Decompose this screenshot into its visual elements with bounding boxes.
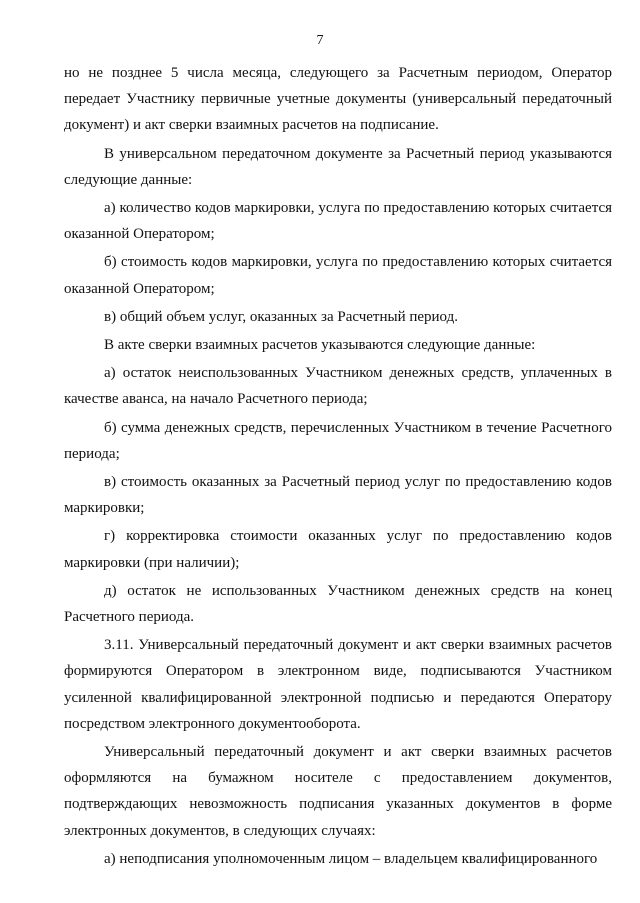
paragraph-clause-3-11: 3.11. Универсальный передаточный документ и акт сверки взаимных расчетов формируются Оператором в электронном виде, подписываются Участником усиленной квалифицированной электронной подписью и передаются Оператору посредством электронного документооборота. (64, 637, 612, 732)
paragraph-act-intro: В акте сверки взаимных расчетов указываются следующие данные: (104, 337, 536, 354)
paragraph-paper-form: Универсальный передаточный документ и акт сверки взаимных расчетов оформляются на бумажном носителе с предоставлением документов, подтверждающих невозможность подписания указанных документов в форме электронных документов, в следующих случаях: (64, 744, 612, 839)
paragraph-act-item-d: г) корректировка стоимости оказанных услуг по предоставлению кодов маркировки (при наличии); (64, 528, 612, 571)
paragraph-upd-item-c: в) общий объем услуг, оказанных за Расчетный период. (104, 308, 459, 325)
page-number: 7 (316, 33, 324, 48)
paragraph-act-item-c: в) стоимость оказанных за Расчетный период услуг по предоставлению кодов маркировки; (64, 474, 612, 517)
paragraph-act-item-b: б) сумма денежных средств, перечисленных Участником в течение Расчетного периода; (64, 419, 612, 462)
document-body (64, 60, 612, 872)
paragraph-act-item-e: д) остаток не использованных Участником денежных средств на конец Расчетного периода. (64, 582, 612, 626)
paragraph-continuation: но не позднее 5 числа месяца, следующего за Расчетным периодом, Оператор передает Участнику первичные учетные документы (универсальный передаточный документ) и акт сверки взаимных расчетов на подписание. (64, 65, 612, 134)
paragraph-case-a: а) неподписания уполномоченным лицом – владельцем квалифицированного (104, 850, 598, 867)
paragraph-upd-item-a: а) количество кодов маркировки, услуга по предоставлению которых считается оказанной Оператором; (64, 200, 612, 243)
paragraph-upd-intro: В универсальном передаточном документе за Расчетный период указываются следующие данные: (64, 145, 612, 188)
paragraph-act-item-a: а) остаток неиспользованных Участником денежных средств, уплаченных в качестве аванса, на начало Расчетного периода; (64, 365, 612, 408)
paragraph-upd-item-b: б) стоимость кодов маркировки, услуга по предоставлению которых считается оказанной Оператором; (64, 254, 612, 297)
